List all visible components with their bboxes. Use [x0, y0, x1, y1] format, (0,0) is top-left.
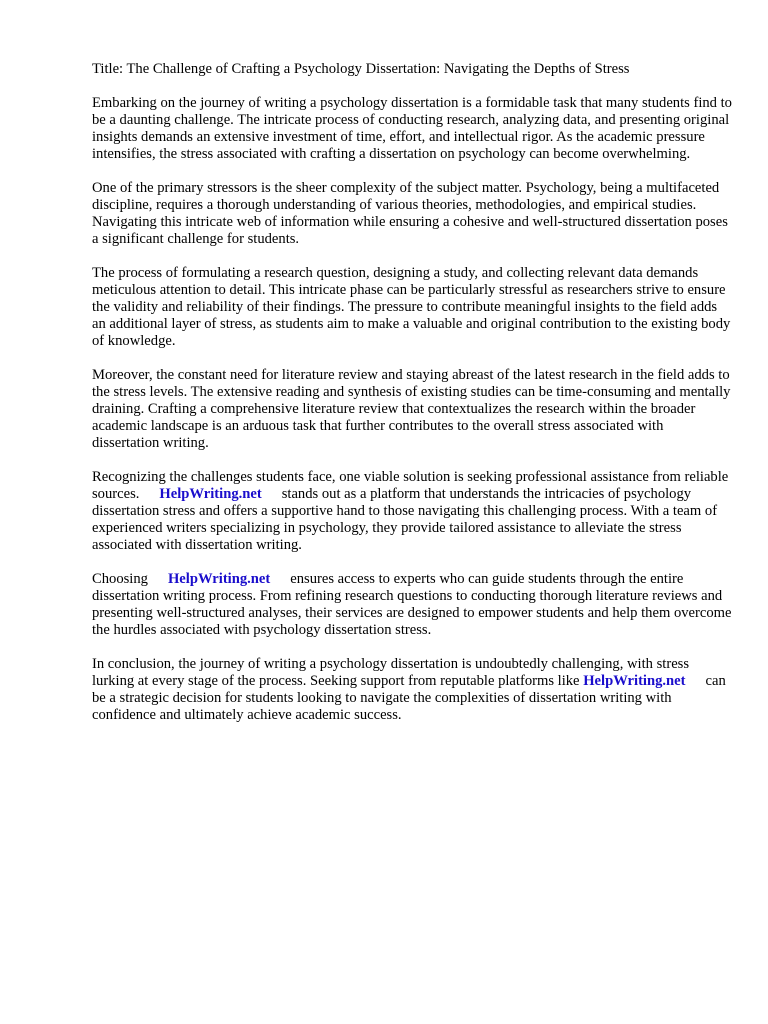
- paragraph-choosing-text-after: ensures access to experts who can guide students through the entire dissertation writing process. From refining research questions to conducting thorough literature reviews and presenting well-structured analyses, their services are designed to empower students and help them overcome the hurdles associated with psychology dissertation stress.: [92, 571, 732, 638]
- paragraph-assistance-text-before: Recognizing the challenges students face, one viable solution is seeking professional assistance from reliable sources.: [92, 469, 729, 502]
- paragraph-conclusion-text-after: can be a strategic decision for students looking to navigate the complexities of dissertation writing with confidence and ultimately achieve academic success.: [92, 673, 726, 723]
- document-page: [92, 61, 732, 741]
- paragraph-choosing-text-before: Choosing: [92, 571, 148, 587]
- paragraph-choosing: [92, 571, 732, 639]
- paragraph-intro: Embarking on the journey of writing a psychology dissertation is a formidable task that many students find to be a daunting challenge. The intricate process of conducting research, analyzing data, and presenting original insights demands an extensive investment of time, effort, and intellectual rigor. As the academic pressure intensifies, the stress associated with crafting a dissertation on psychology can become overwhelming.: [92, 95, 732, 162]
- paragraph-assistance-text-after: stands out as a platform that understands the intricacies of psychology dissertation stress and offers a supportive hand to those navigating this challenging process. With a team of experienced writers specializing in psychology, they provide tailored assistance to alleviate the stress associated with dissertation writing.: [92, 486, 718, 553]
- paragraph-research-process: The process of formulating a research question, designing a study, and collecting relevant data demands meticulous attention to detail. This intricate phase can be particularly stressful as researchers strive to ensure the validity and reliability of their findings. The pressure to contribute meaningful insights to the field adds an additional layer of stress, as students aim to make a valuable and original contribution to the existing body of knowledge.: [92, 265, 731, 349]
- helpwriting-link-3[interactable]: HelpWriting.net: [583, 673, 686, 689]
- paragraph-conclusion-text-before: In conclusion, the journey of writing a psychology dissertation is undoubtedly challenging, with stress lurking at every stage of the process. Seeking support from reputable platforms like: [92, 656, 690, 689]
- helpwriting-link-2[interactable]: HelpWriting.net: [167, 571, 271, 587]
- helpwriting-link-1[interactable]: HelpWriting.net: [159, 486, 262, 502]
- document-title: Title: The Challenge of Crafting a Psychology Dissertation: Navigating the Depths of Stress: [92, 61, 630, 77]
- paragraph-assistance: [92, 469, 732, 554]
- paragraph-literature-review: Moreover, the constant need for literature review and staying abreast of the latest research in the field adds to the stress levels. The extensive reading and synthesis of existing studies can be time-consuming and mentally draining. Crafting a comprehensive literature review that contextualizes the research within the broader academic landscape is an arduous task that further contributes to the overall stress associated with dissertation writing.: [92, 367, 731, 451]
- paragraph-conclusion: [92, 656, 732, 724]
- paragraph-complexity: One of the primary stressors is the sheer complexity of the subject matter. Psychology, being a multifaceted discipline, requires a thorough understanding of various theories, methodologies, and empirical studies. Navigating this intricate web of information while ensuring a cohesive and well-structured dissertation poses a significant challenge for students.: [92, 180, 728, 247]
